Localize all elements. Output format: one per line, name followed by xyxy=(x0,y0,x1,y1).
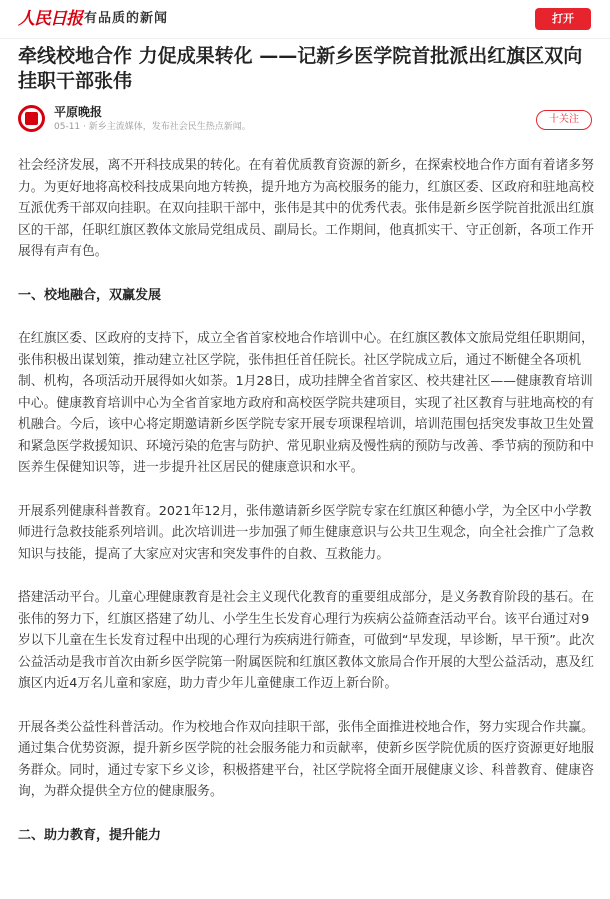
article-body xyxy=(18,155,598,846)
section-heading: 一、校地融合，双赢发展 xyxy=(18,287,162,303)
follow-button[interactable]: 十关注 xyxy=(536,110,592,130)
author-name[interactable]: 平原晚报 xyxy=(54,105,103,119)
top-bar xyxy=(0,0,610,39)
open-app-button[interactable]: 打开 xyxy=(535,8,591,30)
paragraph: 开展系列健康科普教育。2021年12月，张伟邀请新乡医学院专家在红旗区种德小学，为全区中小学教师进行急救技能系列培训。此次培训进一步加强了师生健康意识与公共卫生观念，向全社会推广了急救知识与技能，提高了大家应对灾害和突发事件的自救、互救能力。 xyxy=(18,503,594,562)
paragraph: 搭建活动平台。儿童心理健康教育是社会主义现代化教育的重要组成部分，是义务教育阶段的基石。在张伟的努力下，红旗区搭建了幼儿、小学生生长发育心理行为疾病公益筛查活动平台。该平台通过对9岁以下儿童在生长发育过程中出现的心理行为疾病进行筛查，可做到“早发现，早诊断，早干预”。此次公益活动是我市首次由新乡医学院第一附属医院和红旗区教体文旅局合作开展的大型公益活动，惠及红旗区内近4万名儿童和家庭，助力青少年儿童健康工作迈上新台阶。 xyxy=(18,590,595,691)
slogan: 有品质的新闻 xyxy=(84,11,169,26)
people-daily-logo[interactable]: 人民日报 xyxy=(18,9,82,29)
paragraph: 开展各类公益性科普活动。作为校地合作双向挂职干部，张伟全面推进校地合作，努力实现合作共赢。通过集合优势资源，提升新乡医学院的社会服务能力和贡献率，使新乡医学院优质的医疗资源更好地服务群众。同时，通过专家下乡义诊，积极搭建平台，社区学院将全面开展健康义诊、科普教育、健康咨询，为群众提供全方位的健康服务。 xyxy=(18,719,594,799)
author-avatar[interactable] xyxy=(18,105,45,132)
paragraph: 在红旗区委、区政府的支持下，成立全省首家校地合作培训中心。在红旗区教体文旅局党组任职期间，张伟积极出谋划策，推动建立社区学院，张伟担任首任院长。社区学院成立后，通过不断健全各项机制、机构，各项活动开展得如火如荼。1月28日，成功挂牌全省首家区、校共建社区——健康教育培训中心。健康教育培训中心为全省首家地方政府和高校医学院共建项目，实现了社区教育与驻地高校的有机融合。今后，该中心将定期邀请新乡医学院专家开展专项课程培训，培训范围包括突发事故卫生处置和紧急医学救援知识、环境污染的危害与防护、常见职业病及慢性病的预防与改善、季节病的预防和中医养生保健知识等，进一步提升社区居民的健康意识和水平。 xyxy=(18,331,594,475)
article-title: 牵线校地合作 力促成果转化 ——记新乡医学院首批派出红旗区双向挂职干部张伟 xyxy=(18,45,583,92)
pingyuan-logo-icon xyxy=(25,112,38,125)
article-meta: 05-11 · 新乡主流媒体，发布社会民生热点新闻。 xyxy=(54,122,251,132)
section-heading: 二、助力教育，提升能力 xyxy=(18,827,162,843)
paragraph: 社会经济发展，离不开科技成果的转化。在有着优质教育资源的新乡，在探索校地合作方面有着诸多努力。为更好地将高校科技成果向地方转换，提升地方为高校服务的能力，红旗区委、区政府和驻地高校互派优秀干部双向挂职。在双向挂职干部中，张伟是其中的优秀代表。张伟是新乡医学院首批派出红旗区的干部，任职红旗区教体文旅局党组成员、副局长。工作期间，他真抓实干、守正创新，各项工作开展得有声有色。 xyxy=(18,158,594,259)
